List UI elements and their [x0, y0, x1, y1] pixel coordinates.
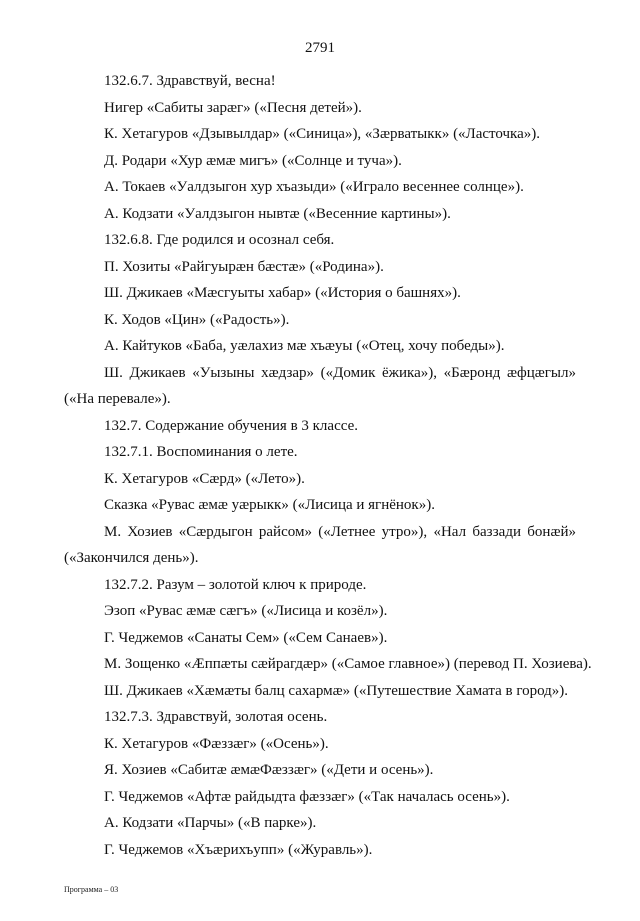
section-heading: 132.7.3. Здравствуй, золотая осень. [104, 709, 328, 725]
reading-item: А. Кайтуков «Баба, уæлахиз мæ хъæуы («Отец, хочу победы»). [104, 338, 505, 354]
reading-item: П. Хозиты «Райгуырæн бæстæ» («Родина»). [104, 258, 384, 275]
reading-item: К. Хетагуров «Фæззæг» («Осень»). [104, 735, 329, 752]
reading-item: Эзоп «Рувас æмæ сæгъ» («Лисица и козёл»). [104, 603, 388, 619]
reading-item: М. Зощенко «Æппæты сæйрагдæр» («Самое главное») (перевод П. Хозиева). [104, 656, 592, 672]
section-heading: 132.6.7. Здравствуй, весна! [104, 73, 276, 89]
page-footer: Программа – 03 [64, 885, 119, 894]
reading-item: Д. Родари «Хур æмæ мигъ» («Солнце и туча»). [104, 152, 402, 169]
reading-item: Ш. Джикаев «Мæсгуыты хабар» («История о башнях»). [104, 285, 461, 301]
section-heading: 132.7.2. Разум – золотой ключ к природе. [104, 576, 367, 593]
reading-item: К. Хетагуров «Сæрд» («Лето»). [104, 470, 305, 487]
reading-item: К. Хетагуров «Дзывылдар» («Синица»), «Зæрватыкк» («Ласточка»). [104, 126, 541, 142]
reading-item: Ш. Джикаев «Уызыны хæдзар» («Домик ёжика»), «Бæронд æфцæгыл» («На перевале»). [64, 364, 576, 407]
page-number: 2791 [305, 40, 335, 56]
reading-item: Ш. Джикаев «Хæмæты балц сахармæ» («Путешествие Хамата в город»). [104, 682, 569, 699]
reading-item: М. Хозиев «Сæрдыгон райсом» («Летнее утро»), «Нал баззади бонæй» («Закончился день»). [64, 523, 576, 566]
reading-item: Сказка «Рувас æмæ уæрыкк» («Лисица и ягнёнок»). [104, 497, 435, 513]
reading-item: Я. Хозиев «Сабитæ æмæФæззæг» («Дети и осень»). [104, 762, 434, 778]
section-heading: 132.6.8. Где родился и осознал себя. [104, 232, 335, 248]
reading-item: А. Кодзати «Уалдзыгон нывтæ («Весенние картины»). [104, 205, 451, 222]
reading-item: А. Кодзати «Парчы» («В парке»). [104, 815, 317, 831]
section-heading: 132.7. Содержание обучения в 3 классе. [104, 417, 358, 434]
section-heading: 132.7.1. Воспоминания о лете. [104, 444, 298, 460]
reading-item: А. Токаев «Уалдзыгон хур хъазыди» («Играло весеннее солнце»). [104, 179, 524, 195]
document-body [64, 68, 592, 863]
reading-item: К. Ходов «Цин» («Радость»). [104, 311, 290, 328]
reading-item: Г. Чеджемов «Санаты Сем» («Сем Санаев»). [104, 629, 388, 646]
reading-item: Г. Чеджемов «Хъæрихъупп» («Журавль»). [104, 841, 373, 858]
reading-item: Г. Чеджемов «Афтæ райдыдта фæззæг» («Так началась осень»). [104, 788, 510, 805]
reading-item: Нигер «Сабиты зарæг» («Песня детей»). [104, 99, 362, 116]
